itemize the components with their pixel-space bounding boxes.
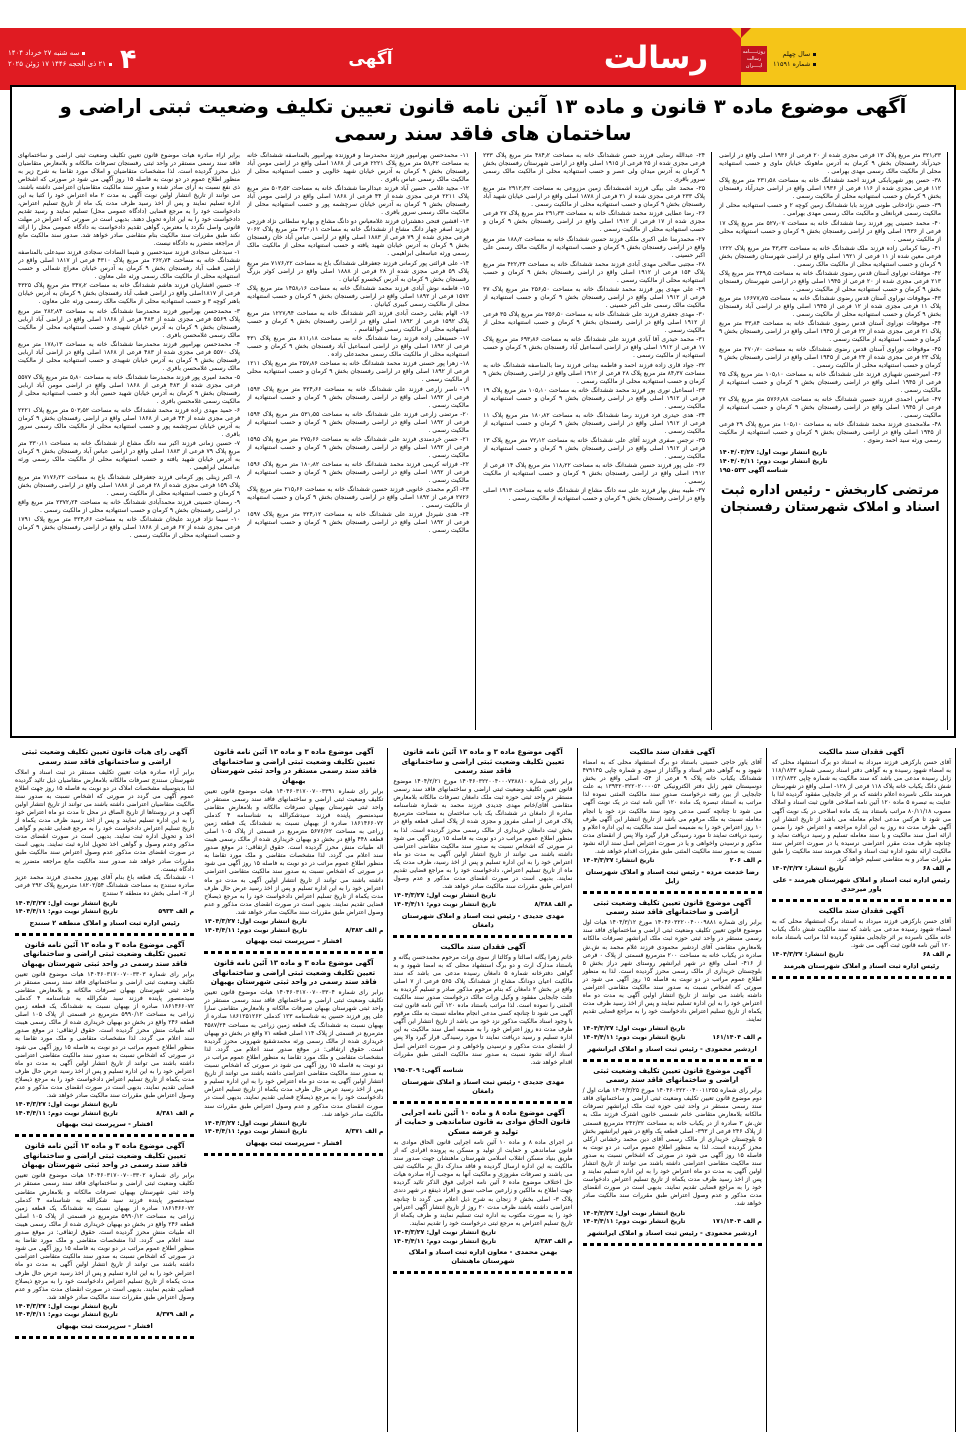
notice-signer: اردشیر محمودی - رئیس ثبت اسناد و املاک ایرانشهر (587, 1228, 757, 1237)
article-list-item: ۲۲- فرزانه کریمی فرزند محمد ششدانگ خانه به مساحت ۱۸۰٫۸۲ متر مربع پلاک ۱۵۹۶ فرعی از ۱۸۹۲ اصلی واقع در اراضی رفسنجان بخش ۹ کرمان و حسب استنهادیه از مالکیت رسمی . (247, 461, 469, 485)
notice-separator (583, 1059, 762, 1062)
notice-title: آگهی موضوع ماده ۳ و ماده ۱۳ آئین نامه قانون تعیین تکلیف وضعیت ثبتی اراضی و ساختمانهای فاقد سند رسمی در واحد ثبتی شهرستان بهبهان (210, 959, 377, 987)
classified-notice (393, 943, 572, 1096)
notice-title: آگهی موضوع ماده ۳ و ماده ۱۳ آئین نامه قانون تعیین تکلیف وضعیت ثبتی اراضی و ساختمانهای فاقد سند رسمی در واحد ثبتی شهرستان بهبهان (21, 1142, 188, 1170)
article-list-item: ۸- اکبر زینلی پور کرمانی فرزند جعفرقلی ششدانگ باغ به مساحت ۷۱۷۶٫۲۲ متر مربع پلاک ۱۵۹ فرعی مجزی شده از ۲۸ فرعی از ۱۸۸۸ اصلی واقع در اراضی رفسنجان بخش ۹ کرمان و حسب استنهادیه محلی از مالکیت رسمی . (18, 473, 240, 497)
publication-date-line: تاریخ انتشار نوبت اول: ۱۴۰۴/۰۳/۲۷ (719, 449, 828, 457)
masthead-issue-panel (741, 28, 966, 90)
notice-title: آگهی فقدان سند مالکیت (440, 942, 526, 951)
article-list-item: ۲۱- حسن خردمندی فرزند علی ششدانگ خانه به مساحت ۲۷۵٫۶۶ متر مربع پلاک ۱۵۹۵ فرعی از ۱۸۹۲ اصلی واقع در اراضی رفسنجان بخش ۹ کرمان و حسب استنهادیه از مالکیت رسمی . (247, 435, 469, 459)
article-list-item: ۳۱- محمد حیدری آقا آبادی فرزند علی ششدانگ خانه به مساحت ۶۹۳٫۸۶ متر مربع پلاک ۱۷ فرعی از ۱۹۱۲ اصلی واقع در اراضی اسماعیل آباد رفسنجان بخش ۹ کرمان و حسب استنهادیه از مالکیت رسمی . (483, 336, 705, 360)
article-list-item: ۲۸- مجتبی صالحی مهدی آبادی فرزند محمد ششدانگ خانه به مساحت ۴۲۲٫۳۴ متر مربع پلاک ۱۵۴ فرعی از ۱۹۱۲ اصلی واقع در اراضی رفسنجان بخش ۹ کرمان و حسب استنهادیه محلی از مالکیت رسمی . (483, 260, 706, 284)
article-list-item: ۶- حمید مهدی زاده فرزند محمد ششدانگ خانه به مساحت ۵۰۳٫۵۲ متر مربع پلاک ۲۲۲۱ فرعی مجزی شده از ۴۴ فرعی از ۱۸۶۸ اصلی واقع در اراضی رفسنجان بخش ۹ کرمان به آدرس خیابان سرچشمه پور و حسب استنهادیه محلی از مالکیت مالک رسمی سرور بافری . (18, 407, 240, 439)
notice-title: آگهی فقدان سند مالکیت (818, 906, 904, 915)
notice-date-line: م الف ۵۹۳۴ تاریخ انتشار نوبت دوم: ۱۴۰۴/۴/۱۱ (15, 908, 195, 916)
classified-notice (204, 748, 383, 946)
date-solar-text: سه شنبه ۲۷ خرداد ۱۴۰۴ (8, 49, 80, 57)
notice-signer: مهدی جدیدی - رئیس ثبت اسناد و املاک شهرستان دامغان (401, 1077, 565, 1095)
year-label (773, 49, 816, 59)
notice-title: آگهی فقدان سند مالکیت (629, 748, 715, 756)
notice-signer: افشار - سرپرست ثبت بهبهان (245, 1138, 342, 1147)
notice-signer: افشار - سرپرست ثبت بهبهان (56, 1120, 153, 1129)
issue-label-text: شماره ۱۱۵۹۱ (773, 60, 811, 68)
notice-body: برابر رای شماره ۱۴۰۴۶۰۳۱۷۰۰۷۰۰۳۳۰۴ هیات موضوع قانون تعیین تکلیف وضعیت ثبتی اراضی و ساختمانهای فاقد سند رسمی مستقر در واحد ثبتی شهرستان بهبهان تصرفات مالکانه و بلامعارض متقاضی سارا علی پور فرزند حسین به شناسنامه ۱۲۳ کدملی ۱۸۶۱۲۵۱۲۶۲ صادره از بهبهان نسبت به ششدانگ یک قطعه زمین زراعی به مساحت ۴۵۸۷/۲۴ مترمربع در قسمتی از پلاک ۱۱۴ اصلی قطعه ۷۱ واقع در بخش دو بهبهان خریداری شده از مالک رسمی ورثه محمدشفیع شهرونی محرز گردیده است. حقوق ارتفاقی: در موقع صدور سند اعلام می گردد. لذا مشخصات متقاضی و ملک مورد تقاضا به منظور اطلاع عموم مراتب در دو نوبت به فاصله ۱۵ روز آگهی می شود در صورتی که اشخاص نسبت به صدور سند مالکیت متقاضی اعتراضی داشته باشند می توانند از تاریخ انتشار اولین آگهی به مدت دو ماه اعتراض خود را به این اداره تسلیم و پس از اخذ رسید عرض حال ظرف مدت یکماه از تاریخ تسلیم اعتراض دادخواست خود را به مرجع ذیصلاح قضایی تقدیم نمایند. بدیهی است در صورت انقضای مدت مذکور و عدم وصول اعتراض طبق مقررات سند مالکیت صادر خواهد شد. (204, 989, 384, 1118)
notice-separator (772, 976, 951, 979)
article-list-item: ۲۷- محمدرضا علی اکبری ملکی فرزند حسین ششدانگ خانه به مساحت ۱۸۸٫۲ متر مربع واقع در اراضی رفسنجان بخش ۹ کرمان و حسب استنهادیه از مالکیت مالک رسمی علی اکبر حسینی . (483, 235, 706, 259)
notice-body: در اجرای ماده ۸ و ماده ۱۰ آئین نامه اجرایی قانون الحاق موادی به قانون ساماندهی و حمایت از تولید و مسکن به پرونده افرادی که از طریق بنیاد مسکن انقلاب اسلامی شهرستان ماهنشان جهت صدور سند مالکیت به این اداره ارسال گردیده و فاقد مدارک دال بر مالکیت ثبتی می باشند و تصرفات مفروزی و مالکیت آنها به موجب آراء صادره هیات حل اختلاف موضوع ماده ۶ آئین نامه اجرایی فوق الذکر تائید گردیده جهت اطلاع به مالکین و زارعین صاحب نسق و افراد ذینفع در شهر دندی پلاک ۳- اصلی بخش ۶ زنجان به شرح ذیل اعلام می گردد تا چنانچه اعتراضی داشته باشند ظرف مدت ۲۰ روز از تاریخ انتشار آگهی اعتراض خود را به صورت مکتوب به اداره ثبت تسلیم نمایند و ظرف یکماه از تاریخ تسلیم اعتراض به مرجع ثبتی درخواست خود را تقدیم نمایند. (393, 1138, 573, 1227)
notice-column-4 (578, 748, 767, 1432)
newspaper-logo-icon (741, 46, 767, 72)
publication-date-line: تاریخ انتشار نوبت دوم: ۱۴۰۴/۰۴/۱۱ (719, 458, 828, 466)
classified-notice (583, 1067, 762, 1238)
article-list-item: ۲۶- رضا عطایی فرزند محمد ششدانگ خانه به مساحت ۲۹۱٫۳۳ متر مربع پلاک ۲۷ فرعی مجزی شده از ۱۷ فرعی از ۱۹۱۲ اصلی واقع در اراضی رفسنجان بخش ۹ کرمان و حسب استنهادیه محلی از مالکیت رسمی . (483, 210, 705, 234)
article-list-item: ۳- محمدحسن بهرامپور فرزند محمدرضا ششدانگ خانه به مساحت ۲۸۲٫۸۴ متر مربع پلاک ۵۵۶۹ فرعی مجزی شده از ۴۸۳ فرعی از ۱۸۶۸ اصلی واقع در اراضی آباد اربابی رفسنجان بخش ۹ کرمان به آدرس خیابان شهیدی و حسب استنهادیه محلی از مالکیت مالک رسمی غلامحسن بافری . (18, 307, 240, 339)
notice-separator (15, 933, 194, 936)
article-list-item: ۱۲- مجید غلامی حسین آباد فرزند عبدالرضا ششدانگ خانه به مساحت ۵۰۳٫۵۲ متر مربع پلاک ۲۲۱۱ فرعی مجزی شده از ۴۴ فرعی از ۱۸۶۸ اصلی واقع در اراضی مومن آباد رفسنجان بخش ۹ کرمان به آدرس خیابان سرچشمه پور و حسب استنهادیه محلی از مالکیت مالک رسمی سرور بافری . (247, 185, 470, 217)
article-list-item: ۴۷- عباس احمدی فرزند حسین ششدانگ خانه به مساحت ۵۷۶۶٫۸۸ متر مربع پلاک ۲۷ فرعی از ۱۹۴۵ اصلی واقع در اراضی رفسنجان بخش ۹ کرمان و حسب استنهادیه از مالکیت رسمی . (719, 395, 941, 419)
notice-date-line: م الف ۱۷۱/۱۴۰۴ تاریخ انتشار نوبت دوم: ۱۴۰۴/۴/۱۱ (582, 1218, 762, 1226)
notice-date-line: م الف ۸/۳۸۱ تاریخ انتشار نوبت دوم: ۱۴۰۴/۴/۱۱ (15, 1109, 195, 1117)
notice-signer: رئیس اداره ثبت اسناد و املاک شهرستان هیرمند - علی یاور میرحدی (772, 875, 950, 893)
date-lunar-gregorian (8, 59, 114, 70)
classified-notice (15, 748, 194, 928)
classified-notice (583, 748, 762, 886)
classified-notice (15, 1142, 194, 1331)
article-list-item: ۴۸- ملامحمدی فرزند محمد ششدانگ خانه به مساحت ۱۰۵٫۱۰ متر مربع پلاک ۲۹ فرعی از ۱۹۴۵ اصلی واقع در اراضی رفسنجان بخش ۹ کرمان و حسب استنهادیه از مالکیت رسمی ورثه سید احمد رضوی . (719, 421, 941, 445)
notice-date-line: م الف ۶۸ تاریخ انتشار: ۱۴۰۴/۳/۲۷ (771, 865, 951, 873)
notice-publication-dates (583, 857, 762, 866)
notice-separator (583, 1243, 762, 1246)
notice-code: م الف ۵۹۳۴ (158, 908, 195, 916)
notice-title: آگهی موضوع قانون تعیین تکلیف وضعیت ثبتی اراضی و ساختمانهای فاقد سند رسمی (593, 898, 752, 917)
notice-publication-dates (393, 892, 572, 909)
notice-code: م الف ۱۶۱/۱۴۰۴ (712, 1034, 762, 1042)
article-list-item: ۲۹- علی مهدی پور فرزند محمد ششدانگ خانه به مساحت ۲۵۶٫۵۰ متر مربع پلاک ۳۷ فرعی از ۱۹۱۲ اصلی واقع در اراضی رفسنجان بخش ۹ کرمان و حسب استنهادیه از مالکیت مالک رسمی علی اکبر حسینی . (483, 285, 705, 309)
notice-date-line: تاریخ انتشار نوبت اول: ۱۴۰۴/۳/۲۷ (15, 899, 118, 907)
notice-column-5 (767, 748, 956, 1432)
article-list-item: ۴۲- موفقات نوراوی آستان قدس رضوی ششدانگ خانه به مساحت ۲۴۹٫۵ متر مربع پلاک ۲۱۳ فرعی مجزی شده از ۲۰ فرعی از ۱۹۴۵ اصلی واقع در اراضی شهرستان رفسنجان بخش ۹ کرمان و حسب استنهادیه محلی از مالکیت رسمی . (719, 269, 941, 293)
article-list-item: ۱۵- فاطمه نوش آبادی فرزند محمد ششدانگ خانه به مساحت ۱۴۵۸٫۱۶ متر مربع پلاک ۱۵۷۲ فرعی از ۱۸۹۲ اصلی واقع در اراضی رفسنجان بخش ۹ کرمان و حسب استنهادیه محلی از مالکیت رسمی کبیری کیانیان . (247, 284, 469, 308)
article-list-item: ۱۷- حسینعلی زاده فرزند رضا ششدانگ خانه به مساحت ۸۱۱٫۱۸ متر مربع پلاک ۴۳۱ فرعی از ۱۸۹۲ اصلی واقع در اراضی اسماعیل آباد رفسنجان بخش ۹ کرمان و حسب استنهادیه محلی از مالکیت مالک رسمی محمدعلی زاده . (247, 335, 469, 359)
notice-column-2 (199, 748, 388, 1432)
notice-column-3 (388, 748, 577, 1432)
notice-date-line: تاریخ انتشار نوبت اول: ۱۴۰۴/۳/۲۷ (15, 1101, 118, 1109)
article-list-item: ۴۰- محمد حسینی پور فرزند رضا ششدانگ خانه به مساحت ۵۲۷٫۰۷ متر مربع پلاک ۱۷ فرعی از ۱۹۳۶ اصلی واقع در اراضی رفسنجان بخش ۹ کرمان و حسب استنهادیه محلی از مالکیت رسمی . (719, 219, 941, 243)
notice-body: برابر رای شماره ۱۴۰۴۶۰۳۱۷۰۰۷۰۰۳۳۰۳ هیات موضوع قانون تعیین تکلیف وضعیت ثبتی اراضی و ساختمانهای فاقد سند رسمی مستقر در واحد ثبتی شهرستان بهبهان تصرفات مالکانه و بلامعارض متقاضی سیدمنصور پاینده فرزند سید شکرالله به شناسنامه ۴ کدملی ۱۸۶۱۴۶۶۰۷۲ صادره از بهبهان نسبت به ششدانگ یک قطعه زمین زراعی به مساحت ۵۹۹۰/۱۲ مترمربع در قسمتی از پلاک ۱۰۵ اصلی قطعه ۲۴۶ واقع در بخش دو بهبهان خریداری شده از مالک رسمی هیبت اله طبیات منش محرز گردیده است. حقوق ارتفاقی: در موقع صدور سند اعلام می گردد. لذا مشخصات متقاضی و ملک مورد تقاضا به منظور اطلاع عموم مراتب در دو نوبت به فاصله ۱۵ روز آگهی می شود در صورتی که اشخاص نسبت به صدور سند مالکیت متقاضی اعتراضی داشته باشند می توانند از تاریخ انتشار اولین آگهی به مدت دو ماه اعتراض خود را به این اداره تسلیم و پس از اخذ رسید عرض حال ظرف مدت یکماه از تاریخ تسلیم اعتراض دادخواست خود را به مرجع ذیصلاح قضایی تقدیم نمایند. بدیهی است در صورت انقضای مدت مذکور و عدم وصول اعتراض طبق مقررات سند مالکیت صادر خواهد شد. (15, 970, 195, 1100)
notice-date-line: م الف ۶۸ تاریخ انتشار: ۱۴۰۴/۳/۲۷ (771, 951, 951, 959)
date-solar (8, 48, 114, 59)
notice-date-line: تاریخ انتشار نوبت اول: ۱۴۰۴/۳/۲۷ (393, 1228, 496, 1236)
article-list-item: ۳۶- علی پور فرزند حسین ششدانگ خانه به مساحت ۱۱۸٫۲۲ متر مربع پلاک ۱۴ فرعی از ۱۹۱۲ اصلی واقع در اراضی رفسنجان بخش ۹ کرمان و حسب استنهادیه از مالکیت رسمی . (483, 462, 705, 486)
section-title: آگهی (348, 49, 393, 69)
notice-separator (393, 1101, 572, 1104)
notice-body: خانم زهرا یگانه اصالتا و وکالتا از سوی وراث مرحوم محمدحسن یگانه و باستناد مدارک ارث و دو برگ استشهاد محلی که به امضا شهود و به گواهی دفترخانه شماره ۵ دامغان رسیده مدعی می باشد که سند مالکیت اعیان دودانگ مشاع از ششدانگ پلاک ۵۶۵ فرعی از ۷ اصلی واقع در بخش ۲ دامغان که بنام مرحوم مذکور صادر و تسلیم گردیده به علت جابجایی مفقود و وکیل وراث مالک درخواست صدور سند مالکیت المثنی را نموده است. لذا مراتب باستناد ماده ۱۲۰ آئین نامه قانون ثبت آگهی می شود تا چنانچه کسی مدعی انجام معامله نسبت به ملک مرقوم با وجود اسناد مالکیت مذکور نزد خود می باشد از تاریخ انتشار این آگهی ظرف مدت ده روز اعتراض خود را به ضمیمه اصل سند مالکیت به این اداره تسلیم و رسید دریافت نمایند تا مورد رسیدگی قرار گیرد والا پس از انقضای مدت مذکور و نرسیدن واخواهی و در صورت اعتراض اصل اسناد ارائه نشود نسبت به صدور سند مالکیت المثنی طبق مقررات اقدام خواهد شد. (393, 953, 573, 1066)
classified-notice (393, 748, 572, 930)
notice-separator (393, 1271, 572, 1274)
notice-signer: رئیس اداره ثبت اسناد و املاک شهرستان هیرمند (783, 961, 940, 970)
notice-code: م الف ۸/۳۷۱ (345, 1128, 384, 1136)
notice-code: م الف ۲۰۶ (729, 857, 762, 865)
notice-date-line: م الف ۸/۳۷۱ تاریخ انتشار نوبت دوم: ۱۴۰۴/۴/۱۱ (204, 1128, 384, 1136)
article-list-item: ۳۴- هدی حیدری فرد فرزند رضا ششدانگ خانه به مساحت ۱۸۰٫۸۲ متر مربع پلاک ۱۱ فرعی از ۱۹۱۲ اصلی واقع در اراضی رفسنجان بخش ۹ کرمان و حسب استنهادیه از مالکیت رسمی . (483, 411, 705, 435)
article-list-item: ۵- محمد امیری پور فرزند محمدرضا ششدانگ خانه به مساحت ۵٫۸۰ متر مربع پلاک ۵۵۷۷ فرعی مجزی شده از ۴۸۳ فرعی از ۱۸۶۸ اصلی واقع در اراضی مومن آباد اربابی رفسنجان بخش ۹ کرمان به آدرس خیابان شهید حسین آباد و حسب استنهادیه محلی از مالکیت رسمی غلامحسن بافری . (18, 373, 240, 405)
notice-body: آقای حسن بارکزهی فرزند میرداد به استناد دو برگ استشهاد محلی که به امضاء شهود رسیده و به گواهی دفتر اسناد رسمی شماره ۱۱۸/۱۸۳۲ زابل رسیده مدعی می باشد که سند مالکیت به شماره چاپی ۱۱۲/۱۸۳۲ شش دانگ یکباب خانه پلاک ۱۱۸ فرعی از ۱۲۸- اصلی واقع در شهرستان هیرمند ملکی نامبرده اعلام داشته که بر اثر جابجایی مفقود گردیده لذا با عنایت به تبصره ۵ ماده ۱۲۰ آئین نامه اصلاحی قانون ثبت اسناد و املاک مصوب ۸۰/۱۱/۱۸ مراتب باستناد بند یک ماده اصلاحی در یک نوبت آگهی می شود تا هرکس مدعی انجام معامله می باشد از تاریخ انتشار این آگهی ظرف مدت ده روز به این اداره مراجعه و اعتراض خود را ضمن ارائه اصل سند مالکیت و یا سند معامله تسلیم و رسید دریافت نماید و چنانچه ظرف مدت مقرر اعتراضی نرسیده یا در صورت اعتراض سند مالکیت ارائه نشود اداره ثبت اسناد و املاک هیرمند سند مالکیت را طبق مقررات صادر و به متقاضی تسلیم خواهد کرد. (771, 759, 951, 864)
article-list-item: ۳۷- طیبه بیش بهار فرزند علی سه دانگ مشاع از ششدانگ خانه به مساحت ۱۹۱۳ اصلی واقع در اراضی رفسنجان بخش ۹ کرمان و حسب استنهادیه از مالکیت رسمی . (483, 487, 706, 503)
notice-code: م الف ۸/۳۸۸ (534, 900, 573, 908)
article-list-item: ۴۴- موقوفات نوراوی آستان قدس رضوی ششدانگ خانه به مساحت ۳۳٫۸۴ متر مربع پلاک ۲۱ فرعی مجزی شده از ۲۲ فرعی از ۱۹۴۵ اصلی واقع در اراضی رفسنجان بخش ۹ کرمان و حسب استنهادیه از مالکیت رسمی . (719, 320, 942, 344)
date-lunar-text: ۲۱ ذی الحجه ۱۴۴۶ ۱۷ ژوئن ۲۰۲۵ (8, 60, 107, 68)
article-list-item: ۱۹- ناصر زارعی فرزند علی ششدانگ خانه به مساحت ۳۲۴٫۶۶ متر مربع پلاک ۱۵۹۳ فرعی از ۱۸۹۲ اصلی واقع در اراضی رفسنجان بخش ۹ کرمان و حسب استنهادیه از مالکیت رسمی . (247, 385, 469, 409)
article-list-item: ۴۱- رضا کرمانی زاده فرزند ملک ششدانگ خانه به مساحت ۴۳٫۳۳ متر مربع پلاک ۱۲۲۲ فرعی معین شده از ۱۱ فرعی از ۱۹۲۱ اصلی واقع در اراضی شهرستان رفسنجان بخش ۹ کرمان و حسب استنهادیه محلی از مالکیت مالک رسمی . (719, 244, 942, 268)
article-list-item: ۳۲۱٫۳۳ متر مربع پلاک ۱۳ فرعی مجزی شده از ۲۰ فرعی از ۱۹۳۶ اصلی واقع در اراضی حیدرآباد رفسنجان بخش ۹ کرمان به آدرس ماهونک خیابان ماوی و حسب استنهادیه محلی از مالکیت مالک رسمی مهدی بهرامی . (719, 152, 942, 175)
article-list-item: ۳۰- مهدی جعفری فرزند علی ششدانگ خانه به مساحت ۲۵۶٫۵۰ متر مربع پلاک ۳۵ فرعی از ۱۹۱۲ اصلی واقع در اراضی رفسنجان بخش ۹ کرمان و حسب استنهادیه محلی از مالکیت رسمی . (483, 311, 705, 335)
notice-publication-dates (772, 865, 951, 874)
notice-body: برابر رای شماره ۱۴۰۴۶۰۳۲۲۰۰۴۰۰۱۱۳۵۵ مورخ ۱۴۰۴/۳/۲۵ هیات اول / دوم موضوع قانون تعیین تکلیف وضعیت ثبتی اراضی و ساختمانهای فاقد سند رسمی مستقر در واحد ثبتی حوزه ثبت ملک ایرانشهر تصرفات مالکانه بلامعارض متقاضی خانم شمسی خانون اشترک فرزند ملک به ش.ش ۳ صادره از در یکباب خانه به مساحت ۲۴۲/۳۲ مترمربع قسمتی از پلاک ۲۴۶ فرعی از ۳۹۳- اصلی قطعه یک واقع در شهر ایرانشهر بخش ۵ بلوچستان خریداری از مالک رسمی آقای دین محمد رخشانی ارکلی محرز گردیده است. لذا به منظور اطلاع عموم مراتب در دو نوبت به فاصله ۱۵ روز آگهی می شود در صورتی که اشخاص نسبت به صدور سند مالکیت متقاضی اعتراضی داشته باشند می توانند از تاریخ انتشار اولین آگهی به مدت دو ماه اعتراض خود را به این اداره تسلیم نمایند و پس از اخذ رسید ظرف مدت یکماه از تاریخ تسلیم اعتراض دادخواست خود را به مراجع قضایی تقدیم نمایند. بدیهی است در صورت انقضای مدت مذکور و عدم وصول اعتراض طبق مقررات سند مالکیت صادر خواهد شد. (582, 1087, 762, 1208)
notice-body: برابر رای شماره ۱۴۰۴۶۰۳۲۲۰۰۴۰۰۰۹۸۸۱ مورخ ۱۴۰۴/۳/۱۲ هیات اول موضوع قانون تعیین تکلیف وضعیت ثبتی اراضی و ساختمانهای فاقد سند رسمی مستقر در واحد ثبتی حوزه ثبت ملک ایرانشهر تصرفات مالکانه بلامعارض متقاضی آقای اردشیر محمودی فرزند غلام محمد به ش.ش صادره در یکباب خانه به مساحت ۲۰۰ مترمربع قسمتی از پلاک ۰ فرعی از ۴۱۶- اصلی واقع در شهر ایرانشهر روستای شهر دراز بخش ۵ بلوچستان خریداری از مالک رسمی محرز گردیده است. لذا به منظور اطلاع عموم مراتب در دو نوبت به فاصله ۱۵ روز آگهی می شود در صورتی که اشخاص نسبت به صدور سند مالکیت متقاضی اعتراضی داشته باشند می توانند از تاریخ انتشار اولین آگهی به مدت دو ماه اعتراض خود را به این اداره تسلیم نمایند و پس از اخذ رسید ظرف مدت یکماه از تاریخ تسلیم اعتراض دادخواست خود را به مراجع قضایی تقدیم نمایند. (582, 919, 762, 1024)
page-title: آگهی موضوع ماده ۳ قانون و ماده ۱۳ آئین نامه قانون تعیین تکلیف وضعیت ثبتی اراضی و ساختمان های فاقد سند رسمی (59, 95, 907, 145)
classified-notices-grid (10, 748, 956, 1432)
notice-separator (583, 891, 762, 894)
notice-code: م الف ۸/۳۸۲ (345, 926, 384, 934)
article-list-item: ۲- حسین افشاریان فرزند هاشم ششدانگ خانه به مساحت ۳۴۷٫۲ متر مربع پلاک ۴۳۲۵ فرعی از ۱۸۱۷اصلی واقع در اراضی قطب آباد رفسنجان بخش ۹ کرمان به آدرس خیابان باهنر کوچه ۳ و حسب استنهادیه محلی از مالکیت مالک رسمی ورثه علی معاون . (18, 282, 240, 306)
notice-code: م الف ۶۸ (922, 951, 951, 959)
notice-publication-dates (15, 900, 194, 917)
notice-separator (15, 1336, 194, 1339)
notice-title: آگهی موضوع ماده ۸ و ماده ۱۰ آئین نامه اجرایی قانون الحاق موادی به قانون ساماندهی و حمایت از تولید و عرضه مسکن (395, 1108, 571, 1136)
article-list-item: ۳۸- حسن پور شهربابکی فرزند احمد ششدانگ خانه به مساحت ۲۳۱٫۵۸ متر مربع پلاک ۱۱۲ فرعی مجزی شده از ۱۱۶ فرعی از ۱۹۳۶ اصلی واقع در اراضی حیدرآباد رفسنجان بخش ۹ کرمان و حسب استنهادیه محلی از مالکیت رسمی . (719, 177, 941, 201)
logo-line-1: روزنـــــامه (742, 49, 766, 55)
masthead-date-block (8, 43, 137, 75)
notice-publication-dates (15, 1101, 194, 1118)
notice-title: آگهی موضوع ماده ۳ و ماده ۱۳ آئین نامه قانون تعیین تکلیف وضعیت ثبتی اراضی و ساختمانهای فاقد سند رسمی مستقر در واحد ثبتی شهرستان بهبهان (210, 748, 377, 785)
notice-code: م الف ۸/۳۸۳ (534, 1237, 573, 1245)
notice-signer: اردشیر محمودی - رئیس ثبت اسناد و املاک ایرانشهر (587, 1044, 757, 1053)
notice-title: آگهی رای هیات قانون تعیین تکلیف وضعیت ثبتی اراضی و ساختمانهای فاقد سند رسمی (21, 748, 188, 766)
notice-body: برابر رای شماره ۱۴۰۴۶۰۳۱۷۰۰۷۰۰۳۳۹۱ هیات موضوع قانون تعیین تکلیف وضعیت ثبتی اراضی و ساختمانهای فاقد سند رسمی مستقر در واحد ثبتی شهرستان بهبهان تصرفات مالکانه و بلامعارض متقاضی سیدمنصور پاینده فرزند سیدشکرالله به شناسنامه ۴ کدملی ۱۸۶۱۴۶۶۰۷۲ صادره از بهبهان نسبت به ششدانگ یک قطعه زمین زراعی به مساحت ۵۶۷۶/۶۲ مترمربع در قسمتی از پلاک ۱۰۵ اصلی قطعه ۴۴۸ واقع در بخش دو بهبهان خریداری شده از مالک رسمی هیبت اله طبیات منش محرز گردیده است. حقوق ارتفاقی: در موقع صدور سند اعلام می گردد. لذا مشخصات متقاضی و ملک مورد تقاضا به منظور اطلاع عموم مراتب در دو نوبت به فاصله ۱۵ روز آگهی می شود در صورتی که اشخاص نسبت به صدور سند مالکیت متقاضی اعتراضی داشته باشند می توانند از تاریخ انتشار اولین آگهی به مدت دو ماه اعتراض خود را به این اداره تسلیم و پس از اخذ رسید عرض حال ظرف مدت یکماه از تاریخ تسلیم اعتراض دادخواست خود را به مرجع ذیصلاح قضایی تقدیم نمایند. بدیهی است در صورت انقضای مدت مذکور و عدم وصول اعتراض طبق مقررات سند مالکیت صادر خواهد شد. (204, 787, 384, 916)
article-list-item: ۴۵- موقوفات نوراوی آستان قدس رضوی ششدانگ خانه به مساحت ۲۷۰٫۷۰ متر مربع پلاک ۲۳ فرعی مجزی شده از ۲۴ فرعی از ۱۹۴۵ اصلی واقع در اراضی رفسنجان بخش ۹ کرمان و حسب استنهادیه محلی از مالکیت رسمی . (719, 345, 942, 369)
article-list-item: ۳۳- اسماعیل نوری پور فرزند محمد ششدانگ خانه به مساحت ۱۰۵٫۱۰ متر مربع پلاک ۱۹ فرعی از ۱۹۱۲ اصلی واقع در اراضی رفسنجان بخش ۹ کرمان و حسب استنهادیه از مالکیت رسمی . (483, 386, 705, 410)
notice-signer: رئیس اداره ثبت اسناد و املاک منطقه ۲ سنندج (29, 918, 180, 927)
notice-signer: افشار - سرپرست ثبت بهبهان (245, 937, 342, 946)
article-column-3 (483, 152, 712, 730)
notice-signer: رضا خدمت مرده - رئیس ثبت اسناد و املاک شهرستان زابل (585, 867, 759, 885)
notice-body: برابر آراء صادره هیات تعیین تکلیف مستقر در ثبت اسناد و املاک شهرستان سنندج تصرفات مالکانه بلامعارض متقاضیان ذیل تائید گردیده لذا بدینوسیله مشخصات املاک در دو نوبت به فاصله ۱۵ روز جهت اطلاع عموم آگهی می گردد در صورتی که اشخاص نسبت به صدور سند مالکیت متقاضیان اعتراضی داشته باشند می توانند از تاریخ انتشار اولین آگهی و در روستاها از تاریخ الصاق در محل تا مدت دو ماه اعتراض خود را به این اداره تسلیم نمایند و پس از اخذ رسید ظرف مدت یکماه از تاریخ تسلیم اعتراض دادخواست خود را به مرجع قضایی تقدیم و گواهی اخذ و تحویل اداره ثبت نمایند. بدیهی است در صورت انقضای مدت مذکور وعدم وصول و گواهی اخذ تحویل اداره ثبت نمایند. بدیهی است در صورت انقضای مدت مذکور عدم وصول اعتراض سند مالکیت طبق مقررات صادر خواهد شد صدور سند مالکیت مانع مراجعه متضرر به دادگاه نیست. (15, 768, 195, 873)
notice-date-line: م الف ۲۰۶ تاریخ انتشار: ۱۴۰۴/۳/۲۷ (582, 857, 762, 865)
article-list-item: ۳۵- نرجس صفری فرزند آقای علی ششدانگ خانه به مساحت ۷۲٫۱۲ متر مربع پلاک ۱۳ فرعی از ۱۹۱۲ اصلی واقع در اراضی رفسنجان بخش ۹ کرمان و حسب استنهادیه از مالکیت رسمی . (483, 437, 705, 461)
notice-separator (393, 935, 572, 938)
notice-code: م الف ۶۸ (922, 865, 951, 873)
year-label-text: سال چهلم (782, 50, 811, 58)
article-list-item: ۲۴- عبدالله رضایی فرزند حسن ششدانگ خانه به مساحت ۴۸۴٫۲ متر مربع پلاک ۲۳۳ فرعی مجزی شده از ۲۵ فرعی از ۱۹۱۵ اصلی واقع در اراضی شهرستان رفسنجان بخش ۹ کرمان به آدرس میدان ولی عصر و حسب استنهادیه محلی از مالکیت مالک رسمی سرور باقری . (483, 152, 706, 183)
notice-code: م الف ۸/۳۷۹ (156, 1311, 195, 1319)
notice-date-line: تاریخ انتشار نوبت اول: ۱۴۰۴/۳/۲۷ (582, 1025, 686, 1033)
logo-line-3: ایــــران (745, 63, 763, 69)
article-intro-paragraph: برابر آراء صادره هیات موضوع قانون تعیین تکلیف وضعیت ثبتی اراضی و ساختمانهای فاقد سند رسمی مستقر در واحد ثبتی رفسنجان تصرفات مالکانه و بلامعارض متقاضیان ذیل محرز گردیده است. لذا مشخصات متقاضیان و املاک مورد تقاضا به شرح زیر به منظور اطلاع عموم در دو نوبت به فاصله ۱۵ روز آگهی می شود در صورتی که اشخاص ذی نفع نسبت به آرای صادر شده و صدور سند مالکیت متقاضیان اعتراضی داشته باشند، می توانند از تاریخ انتشار اولین نوبت آگهی به مدت ۲ ماه اعتراض خود را کتبا به این اداره تسلیم نمایند و پس از اخذ رسید ظرف مدت یک ماه از تاریخ تسلیم اعتراض، دادخواست خود را به مرجع قضایی (دادگاه عمومی محل) تسلیم نمایند و رسید تقدیم دادخواست خود را به این اداره تحویل دهند. بدیهی است در صورتی که اعتراض در مهلت قانونی واصل نگردد یا معترض، گواهی تقدیم دادخواست به دادگاه عمومی محل را ارائه نکند طبق مقررات سند مالکیت بنام متقاضی صادر خواهد شد. صدور سند مالکیت مانع از مراجعه متضرر به دادگاه نیست. (18, 152, 240, 247)
notice-date-line: تاریخ انتشار نوبت اول: ۱۴۰۴/۳/۲۷ (15, 1302, 118, 1310)
notice-body: آقای یاور حاجی حسینی باستناد دو برگ استشهاد محلی که به امضاء شهود و به گواهی دفتر اسناد و واگذار از سوی و شماره چاپی ۴۷۹۱۴۵ ششدانگ یکباب خانه پلاک ۹ فرعی از ۵۴- اصلی واقع در بخش دوسیستان شهر زابل دفتر الکترونیکی ۱۳۹۴۲۰۳۲۲۰۲۰۰۰۰۵۴ به علت جابجایی از بین رفته درخواست صدور سند مالکیت المثنی نموده لذا مراتب به استناد تبصره یک ماده ۱۲۰ آئین نامه ثبت در یک نوبت آگهی می شود تا چنانچه کسی مدعی وجود سند مالکیت نزد خود یا انجام معامله نسبت به ملک مرقوم می باشد از تاریخ انتشار این آگهی ظرف ۱۰ روز اعتراض خود را به ضمیمه اصل سند مالکیت به این اداره اعلام و رسید دریافت نمایند تا مورد رسیدگی قرار گیرد والا پس از انقضای مدت مذکور و نرسیدن واخواهی و یا در صورت اعتراض اصل سند ارائه نشود نسبت به صدور سند مالکیت المثنی طبق مقررات اقدام خواهد شد. (582, 759, 762, 856)
notice-signer: بهمن محمدی - معاون اداره ثبت اسناد و املاک شهرستان ماهنشان (408, 1248, 558, 1266)
notice-date-line: تاریخ انتشار نوبت اول: ۱۴۰۴/۳/۲۷ (204, 1119, 307, 1127)
article-list-item: ۴۶- امیرحسین شهبازی فرزند علی ششدانگ خانه به مساحت ۱۰۵٫۱۰ متر مربع پلاک ۲۵ فرعی از ۱۹۴۵ اصلی واقع در اراضی رفسنجان بخش ۹ کرمان و حسب استنهادیه از مالکیت رسمی . (719, 370, 941, 394)
notice-column-1 (10, 748, 199, 1432)
notice-property-item: ۱- ششدانگ یک قطعه باغ بنام آقای بهروز محمدی فرزند محمد عزیز صادره سنندج به مساحت ششدانگ ۱۸۲۰۲/۵۴ مترمربع پلاک ۲۹۲ فرعی از ۷- اصلی بخش ده منطقه ۲ سنندج (15, 874, 195, 898)
article-list-item: ۹- رمضان حسینی فرزند محمدآبادی ششدانگ خانه به مساحت ۲۳۷۲٫۲۴ متر مربع واقع در اراضی رفسنجان بخش ۹ کرمان و حسب استنهادیه محلی از مالکیت رسمی . (18, 498, 240, 514)
notice-publication-dates (204, 1120, 383, 1137)
masthead-banner (0, 28, 741, 90)
article-list-item: ۱۶- الهام بقایی رحمت آبادی فرزند اکبر ششدانگ خانه به مساحت ۱۲۲۷٫۹۴ متر مربع پلاک ۱۵۹۲ فرعی از ۱۸۹۲ اصلی واقع در اراضی رفسنجان بخش ۹ کرمان و حسب استنهادیه محلی از مالکیت رسمی ابوالقاسم . (247, 309, 470, 333)
page-number: ۴ (120, 43, 137, 75)
notice-title: آگهی موضوع قانون تعیین تکلیف وضعیت ثبتی اراضی و ساختمانهای فاقد سند رسمی (593, 1066, 752, 1085)
classified-notice (583, 899, 762, 1054)
notice-reference-code: شناسه آگهی: ۱۹۵۰۳۰۹ (393, 1067, 464, 1075)
main-article-columns (18, 152, 948, 730)
notice-publication-dates (15, 1303, 194, 1320)
notice-date-line: م الف ۸/۳۸۳ تاریخ انتشار نوبت دوم: ۱۴۰۴/۴/۱۱ (393, 1237, 573, 1245)
newspaper-title: رسالت (603, 40, 709, 76)
article-list-item: ۱- سیدعلی سجادی فرزند سیدحسین و شیما السادات سجادی فرزند سیدعلی بالمناصفه ششدانگ خانه به مساحت ۲۶۲٫۷۴ متر مربع پلاک ۴۳۱۰ فرعی از ۱۸۱۷ اصلی واقع در اراضی قطب آباد رفسنجان بخش ۹ کرمان به آدرس خیابان معراج شمالی و حسب استنهادیه محلی از مالکیت مالک رسمی ورثه علی معاون . (18, 249, 240, 281)
notice-code: م الف ۱۷۱/۱۴۰۴ (712, 1218, 762, 1226)
notice-date-line: تاریخ انتشار نوبت اول: ۱۴۰۴/۳/۲۷ (393, 892, 496, 900)
notice-separator (204, 1153, 383, 1156)
publication-dates (719, 448, 941, 475)
notice-publication-dates (772, 951, 951, 960)
notice-title: آگهی فقدان سند مالکیت (818, 748, 904, 756)
notice-date-line: م الف ۱۶۱/۱۴۰۴ تاریخ انتشار نوبت دوم: ۱۴۰۴/۴/۱۱ (582, 1034, 762, 1042)
article-list-item: ۴۳- موقوفات نوراوی آستان قدس رضوی ششدانگ خانه به مساحت ۱۶۶۷۷٫۷۵ متر مربع پلاک ۱۱ فرعی مجزی شده از ۱۲ فرعی از ۱۹۴۵ اصلی واقع در اراضی آباد رفسنجان بخش ۹ کرمان و حسب استنهادیه محلی از مالکیت رسمی . (719, 295, 942, 319)
article-list-item: ۱۰- سیما نژاد فرزند علیخان ششدانگ خانه به مساحت ۳۲۴٫۶۶ متر مربع پلاک ۱۷۹۱ فرعی مجزی شده از ۶۷ فرعی از ۱۸۶۸ اصلی واقع در اراضی رفسنجان بخش ۹ کرمان و حسب استنهادیه محلی از مالکیت رسمی . (18, 515, 240, 539)
notice-body: برابر رای شماره ۱۴۰۴۶۰۳۱۷۰۰۷۰۰۳۳۰۲ هیات موضوع قانون تعیین تکلیف وضعیت ثبتی اراضی و ساختمانهای فاقد سند رسمی مستقر در واحد ثبتی شهرستان بهبهان تصرفات مالکانه و بلامعارض متقاضی سیدمنصور پاینده فرزند سید شکرالله به شناسنامه ۴ کدملی ۱۸۶۱۴۶۶۰۷۲ صادره از بهبهان نسبت به ششدانگ یک قطعه زمین زراعی به مساحت ۵۹۹۰/۱۲ مترمربع در قسمتی از پلاک ۱۰۵ اصلی قطعه ۲۴۶ واقع در بخش دو بهبهان خریداری شده از مالک رسمی هیبت اله طبیات منش محرز گردیده است. حقوق ارتفاقی: در موقع صدور سند اعلام می گردد. لذا مشخصات متقاضی و ملک مورد تقاضا به منظور اطلاع عموم مراتب در دو نوبت به فاصله ۱۵ روز آگهی می شود در صورتی که اشخاص نسبت به صدور سند مالکیت متقاضی اعتراضی داشته باشند می توانند از تاریخ انتشار اولین آگهی به مدت دو ماه اعتراض خود را به این اداره تسلیم و پس از اخذ رسید عرض حال ظرف مدت یکماه از تاریخ تسلیم اعتراض دادخواست خود را به مرجع ذیصلاح قضایی تقدیم نمایند. بدیهی است در صورت انقضای مدت مذکور و عدم وصول اعتراض طبق مقررات سند مالکیت صادر خواهد شد. (15, 1172, 195, 1301)
notice-code: م الف ۸/۳۸۱ (156, 1109, 195, 1117)
classified-notice (15, 941, 194, 1130)
article-list-item: ۷- حسین زمانی فرزند اکبر سه دانگ مشاع از ششدانگ خانه به مساحت ۳۳۰٫۱۱ متر مربع پلاک ۷۹ فرعی از ۱۸۸۳ اصلی واقع در اراضی عباس آباد رفسنجان بخش ۹ کرمان به آدرس خیابان شهید یافته و حسب استنهادیه محلی از مالکیت مالک رسمی ورثه عباسعلی ابراهیمی . (18, 440, 240, 472)
notice-separator (204, 951, 383, 954)
article-list-item: ۱۸- زهرا پور حسنی فرزند محمد ششدانگ خانه به مساحت ۲۵۷٫۸۶ متر مربع پلاک ۱۲۱۱ فرعی از ۱۸۹۲ اصلی واقع در اراضی رفسنجان بخش ۹ کرمان و حسب استنهادیه محلی از مالکیت رسمی . (247, 360, 469, 384)
classified-notice (772, 748, 951, 894)
notice-separator (15, 1134, 194, 1137)
article-list-item: ۲۴- هدی شیردل فرزند علی ششدانگ خانه به مساحت ۳۲۴٫۱۲ متر مربع پلاک ۱۵۹۷ فرعی از ۱۸۹۲ اصلی واقع در اراضی رفسنجان بخش ۹ کرمان و حسب استنهادیه از مالکیت رسمی . (247, 511, 469, 535)
article-list-item: ۲۵- محمد علی بیگی فرزند اشمشدانگ زمین مزروعی به مساحت ۲۹۱۲٫۴۲ متر مربع پلاک ۲۳۳ فرعی مجزی شده از ۲۱ فرعی از ۱۸۷۸ اصلی واقع در اراضی خیابان شهید آباد رفسنجان بخش ۹ کرمان و حسب استنهادیه محلی از مالکیت رسمی . (483, 185, 706, 209)
article-column-1 (18, 152, 240, 730)
classified-notice (393, 1109, 572, 1266)
notice-publication-dates (204, 918, 383, 935)
article-column-4 (719, 152, 948, 730)
notice-signer: مهدی جدیدی - رئیس ثبت اسناد و املاک شهرستان دامغان (401, 911, 565, 929)
notice-title: آگهی موضوع ماده ۳ و ماده ۱۳ آئین نامه قانون تعیین تکلیف وضعیت ثبتی اراضی و ساختمانهای فاقد سند رسمی در واحد ثبتی شهرستان بهبهان (21, 940, 188, 968)
notice-date-line: م الف ۸/۳۸۲ تاریخ انتشار نوبت دوم: ۱۴۰۴/۴/۱۱ (204, 926, 384, 934)
article-list-item: ۱۳- افشین فتحی دهشتران فرزند غلامعباس دو دانگ مشاع و بهاره سلطانی نژاد فرزجی فرزند اصغر چهار دانگ مشاع از ششدانگ خانه به مساحت ۳۳۰٫۱۱ متر مربع پلاک ۷۰۶۲ فرعی مجزی شده از ۷۹ فرعی از ۱۸۸۳ اصلی واقع در اراضی عباس آباد خان رفسنجان بخش ۹ کرمان به آدرس خیابان شهید یافته و حسب استنهادیه محلی از مالکیت مالک رسمی ورثه عباسعلی ابراهیمی . (247, 218, 470, 258)
notice-date-line: م الف ۸/۳۸۸ تاریخ انتشار نوبت دوم: ۱۴۰۴/۴/۱۱ (393, 900, 573, 908)
article-list-item: ۱۱- محمدحسن بهرامپور فرزند محمدرضا و فروزنده بهرامپور بالمناصفه ششدانگ خانه به مساحت ۵۸٫۴۲ متر مربع پلاک ۲۲۲۱ فرعی از ۱۸۶۸ اصلی واقع در اراضی مومن آباد رفسنجان بخش ۹ کرمان به آدرس خیابان شهید خالویی و حسب استنهادیه محلی از مالکیت مالک رسمی عباس بافری . (247, 152, 469, 183)
classified-notice (204, 959, 383, 1148)
notice-signer: افشار - سرپرست ثبت بهبهان (56, 1322, 153, 1331)
article-list-item: ۳۲- جواد قاری زاده فرزند احمد و فاطمه بیدانی فرزند رضا بالمناصفه ششدانگ خانه به مساحت ۸۴٫۳۷ متر مربع پلاک ۲۸ فرعی از ۱۹۱۲ اصلی واقع در اراضی رفسنجان بخش ۹ کرمان و حسب استنهادیه محلی از مالکیت رسمی . (483, 361, 705, 385)
article-list-item: ۲۳- اکرم محمدی خانویی فرزند حسین ششدانگ خانه به مساحت ۲۱۵٫۶۶ متر مربع پلاک ۲۷۲۶ فرعی از ۱۸۹۲ اصلی واقع در اراضی رفسنجان بخش ۹ کرمان و حسب استنهادیه از مالکیت رسمی . (247, 486, 469, 510)
notice-separator (772, 899, 951, 902)
article-column-2 (247, 152, 476, 730)
article-list-item: ۳۹- حسن نژادخانی طونی فرزند بابا ششدانگ زمین کوچه ۲ و حسب استنهادیه محلی از مالکیت رسمی قربانعلی و مالکیت مالک رسمی مهدی بهرامی . (719, 202, 941, 218)
notice-reference-code: شناسه آگهی ۱۹۵۰۵۳۳ (719, 467, 788, 475)
notice-title: آگهی موضوع ماده ۳ و ماده ۱۳ آئین نامه قانون تعیین تکلیف وضعیت ثبتی اراضی و ساختمانهای فاقد سند رسمی (401, 748, 565, 775)
article-list-item: ۱۴- علی قرائتی پور کرمانی فرزند جعفرقلی ششدانگ باغ به مساحت ۷۱۷۶٫۲۲ متر مربع پلاک ۵۹ فرعی مجزی شده از ۲۸ فرعی از ۱۸۸۸ اصلی واقع در اراضی کوثر بزرگ رفسنجان بخش ۹ کرمان به آدرس کیخسرو کیانیان . (247, 259, 470, 283)
main-legal-notice-article (10, 85, 956, 738)
masthead (0, 28, 966, 90)
logo-line-2: رسالت (746, 56, 762, 62)
article-list-item: ۴- محمدحسن بهرامپور فرزند محمدرضا ششدانگ خانه به مساحت ۱۷۸٫۱۳ متر مربع پلاک ۵۵۷۰ فرعی مجزی شده از ۴۸۳ فرعی از ۱۸۶۸ اصلی واقع در اراضی آباد اربابی رفسنجان بخش ۹ کرمان به آدرس خیابان شهیدی و حسب استنهادیه محلی از مالکیت مالک رسمی غلامحسن بافری . (18, 340, 240, 372)
notice-publication-dates (583, 1025, 762, 1042)
notice-publication-dates (393, 1229, 572, 1246)
notice-date-line: تاریخ انتشار نوبت اول: ۱۴۰۴/۳/۲۷ (582, 1209, 686, 1217)
classified-notice (772, 907, 951, 971)
notice-body: آقای حسن بارکزهی فرزند میرداد به استناد برگ استشهاد محلی که به امضاء شهود رسیده مدعی می باشد که سند مالکیت شش دانگ یکباب خانه ملکی نامبرده بر اثر جابجایی مفقود گردیده لذا مراتب باستناد ماده ۱۲۰ آئین نامه قانون ثبت آگهی می شود. (771, 917, 951, 950)
article-list-item: ۲۰- مرتضی زارعی فرزند علی ششدانگ خانه به مساحت ۵۳۱٫۵۵ متر مربع پلاک ۱۵۹۴ فرعی از ۱۸۹۲ اصلی واقع در اراضی رفسنجان بخش ۹ کرمان و حسب استنهادیه از مالکیت رسمی . (247, 410, 469, 434)
notice-date-line: م الف ۸/۳۷۹ تاریخ انتشار نوبت دوم: ۱۴۰۴/۴/۱۱ (15, 1311, 195, 1319)
notice-body: برابر رای شماره ۱۴۰۴۶۰۳۲۲۰۰۴۰۰۰۷۳۸۸۱۰ مورخ ۱۴۰۴/۲/۲۱ موضوع قانون تعیین تکلیف وضعیت ثبتی اراضی و ساختمانهای فاقد سند رسمی مستقر در واحد ثبتی حوزه ثبت ملک دامغان تصرفات مالکانه بلامعارض متقاضی آقای/خانم مهدی جدیدی فرزند محمد به شماره شناسنامه صادره از دامغان در ششدانگ یک باب ساختمان به مساحت مترمربع پلاک فرعی از اصلی مفروز و مجزی شده از پلاک اصلی قطعه واقع در بخش ثبت دامغان خریداری از مالک رسمی محرز گردیده است. لذا به منظور اطلاع عموم مراتب در دو نوبت به فاصله ۱۵ روز آگهی می شود در صورتی که اشخاص نسبت به صدور سند مالکیت متقاضی اعتراضی داشته باشند می توانند از تاریخ انتشار اولین آگهی به مدت دو ماه اعتراض خود را به این اداره تسلیم و پس از اخذ رسید، ظرف مدت یک ماه از تاریخ تسلیم اعتراض، دادخواست خود را به مراجع قضایی تقدیم نمایند. بدیهی است در صورت انقضای مدت مذکور و عدم وصول اعتراض طبق مقررات سند مالکیت صادر خواهد شد. (393, 778, 573, 891)
notice-publication-dates (583, 1210, 762, 1227)
notice-date-line: تاریخ انتشار نوبت اول: ۱۴۰۴/۳/۲۷ (204, 918, 307, 925)
issue-label (773, 59, 816, 69)
article-signature: مرتضی کاربخش - رئیس اداره ثبت اسناد و املاک شهرستان رفسنجان (720, 483, 940, 516)
